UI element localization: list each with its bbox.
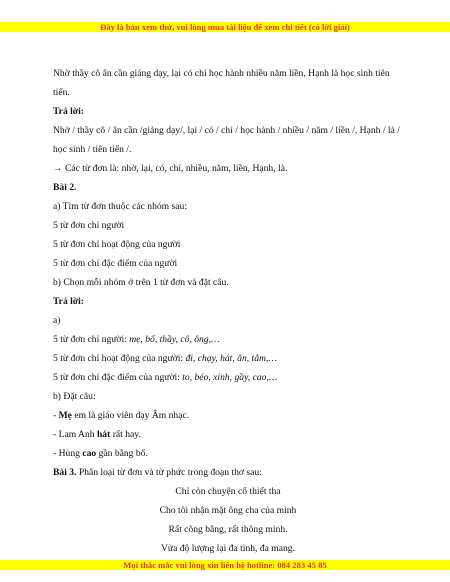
sentence-pre: - Hùng (53, 448, 83, 459)
exercise-3-heading (53, 463, 403, 482)
poem-line: Chỉ còn chuyện cổ thiết tha (175, 486, 281, 497)
example-sentence (53, 406, 403, 425)
answer-heading: Trả lời: (53, 296, 84, 307)
poem-line: Cho tôi nhận mặt ông cha của mình (159, 505, 297, 516)
answer-prefix: 5 từ đơn chỉ hoạt động của người: (53, 353, 186, 364)
intro-sentence: Nhờ thầy cô ân cần giảng dạy, lại có chí học hành nhiều năm liền, Hạnh là học sinh tiên tiến. (53, 68, 390, 98)
answer-line (53, 330, 403, 349)
sentence-post: em là giáo viên dạy Âm nhạc. (71, 410, 190, 421)
answer-prefix: 5 từ đơn chỉ người: (53, 334, 130, 345)
header-banner-text: Đây là bản xem thử, vui lòng mua tài liệu để xem chi tiết (có lời giải) (100, 22, 350, 32)
sentence-post: gần bằng bố. (96, 448, 148, 459)
answer-heading: Trả lời: (53, 106, 84, 117)
answer-prefix: 5 từ đơn chỉ đặc điểm của người: (53, 372, 183, 383)
sentence-keyword: hát (96, 429, 111, 440)
example-sentence (53, 425, 403, 444)
sentence-pre: - Lam Anh (53, 429, 97, 440)
exercise-2-task-b: b) Chọn mỗi nhóm ở trên 1 từ đơn và đặt câu. (53, 277, 229, 288)
exercise-2-title: Bài 2. (53, 182, 77, 193)
single-words-result: → Các từ đơn là: nhờ, lại, có, chí, nhiều, năm, liền, Hạnh, là. (53, 163, 288, 174)
exercise-3-title: Bài 3. (53, 467, 77, 478)
sentence-pre: - (53, 410, 59, 421)
exercise-2-task-a: a) Tìm từ đơn thuộc các nhóm sau: (53, 201, 187, 212)
word-split: Nhờ / thầy cô / ân cần /giảng dạy/, lại / có / chí / học hành / nhiều / năm / liền /, Hạnh / là / học sinh / tiên tiến /. (53, 125, 400, 155)
answer-words: mẹ, bố, thầy, cô, ông,… (129, 334, 220, 345)
sentence-keyword: cao (82, 448, 97, 459)
footer-banner-text: Mọi thắc mắc vui lòng xin liên hệ hotline: 084 283 45 85 (123, 560, 327, 570)
answer-a-label: a) (53, 315, 61, 326)
sentence-keyword: Mẹ (58, 410, 72, 421)
document-body (53, 64, 403, 558)
sentence-post: rất hay. (110, 429, 141, 440)
answer-b-label: b) Đặt câu: (53, 391, 96, 402)
exercise-2-item: 5 từ đơn chỉ hoạt động của người (53, 239, 181, 250)
footer-banner (0, 560, 450, 570)
exercise-2-item: 5 từ đơn chỉ đặc điểm của người (53, 258, 178, 269)
poem-line: Rất công bằng, rất thông minh. (168, 524, 288, 535)
exercise-2-item: 5 từ đơn chỉ người (53, 220, 125, 231)
answer-words: đi, chạy, hát, ăn, tắm,… (185, 353, 277, 364)
answer-line (53, 368, 403, 387)
header-banner (0, 22, 450, 32)
answer-line (53, 349, 403, 368)
exercise-3-task: Phân loại từ đơn và từ phức trong đoạn thơ sau: (76, 467, 262, 478)
answer-words: to, béo, xinh, gầy, cao,… (182, 372, 278, 383)
example-sentence (53, 444, 403, 463)
poem-line: Vừa độ lượng lại đa tình, đa mang. (160, 543, 296, 554)
